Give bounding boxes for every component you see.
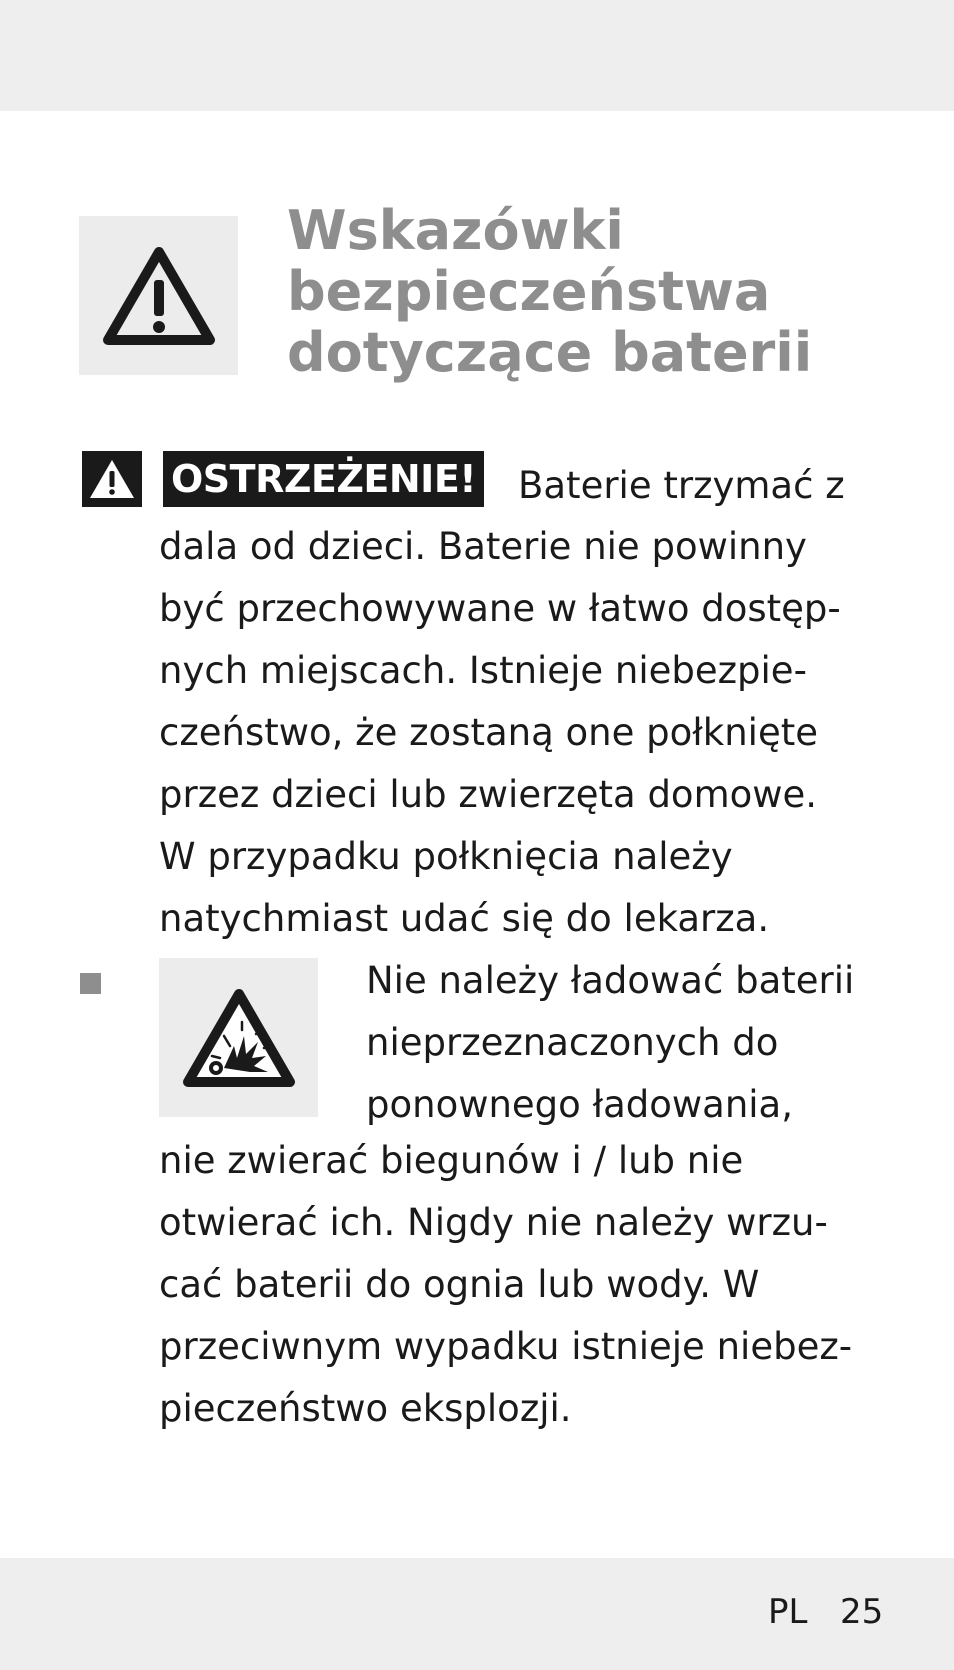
text-line: pieczeństwo eksplozji. <box>159 1387 572 1430</box>
text-line: nych miejscach. Istnieje niebezpie- <box>159 649 807 692</box>
text-line: Nie należy ładować baterii <box>366 959 855 1002</box>
explosion-hazard-icon <box>180 986 298 1090</box>
text-line: dala od dzieci. Baterie nie powinny <box>159 525 807 568</box>
bullet-side-text <box>366 950 854 1136</box>
text-line: natychmiast udać się do lekarza. <box>159 897 770 940</box>
warning-badge-icon-box <box>82 451 142 507</box>
section-heading <box>287 200 927 383</box>
bullet-text <box>159 1130 852 1440</box>
explosion-icon-box <box>159 958 318 1117</box>
warning-triangle-icon <box>100 244 218 348</box>
text-line: otwierać ich. Nigdy nie należy wrzu- <box>159 1201 828 1244</box>
warning-triangle-icon <box>87 457 137 501</box>
heading-line: Wskazówki <box>287 199 624 262</box>
warning-label: OSTRZEŻENIE! <box>163 451 484 507</box>
text-line: nie zwierać biegunów i / lub nie <box>159 1139 744 1182</box>
footer-page-number: 25 <box>840 1592 884 1632</box>
bottom-band <box>0 1558 954 1670</box>
text-line: przez dzieci lub zwierzęta domowe. <box>159 773 818 816</box>
text-line: być przechowywane w łatwo dostęp- <box>159 587 841 630</box>
warning-first-line: Baterie trzymać z <box>518 464 845 507</box>
heading-line: bezpieczeństwa <box>287 260 771 323</box>
heading-line: dotyczące baterii <box>287 321 813 384</box>
heading-icon-box <box>79 216 238 375</box>
text-line: ponownego ładowania, <box>366 1083 793 1126</box>
top-band <box>0 0 954 111</box>
text-line: nieprzeznaczonych do <box>366 1021 779 1064</box>
text-line: cać baterii do ognia lub wody. W <box>159 1263 760 1306</box>
bullet-square <box>80 973 101 994</box>
footer-language: PL <box>768 1592 808 1632</box>
text-line: W przypadku połknięcia należy <box>159 835 733 878</box>
warning-text <box>159 516 841 950</box>
text-line: przeciwnym wypadku istnieje niebez- <box>159 1325 853 1368</box>
text-line: czeństwo, że zostaną one połknięte <box>159 711 818 754</box>
